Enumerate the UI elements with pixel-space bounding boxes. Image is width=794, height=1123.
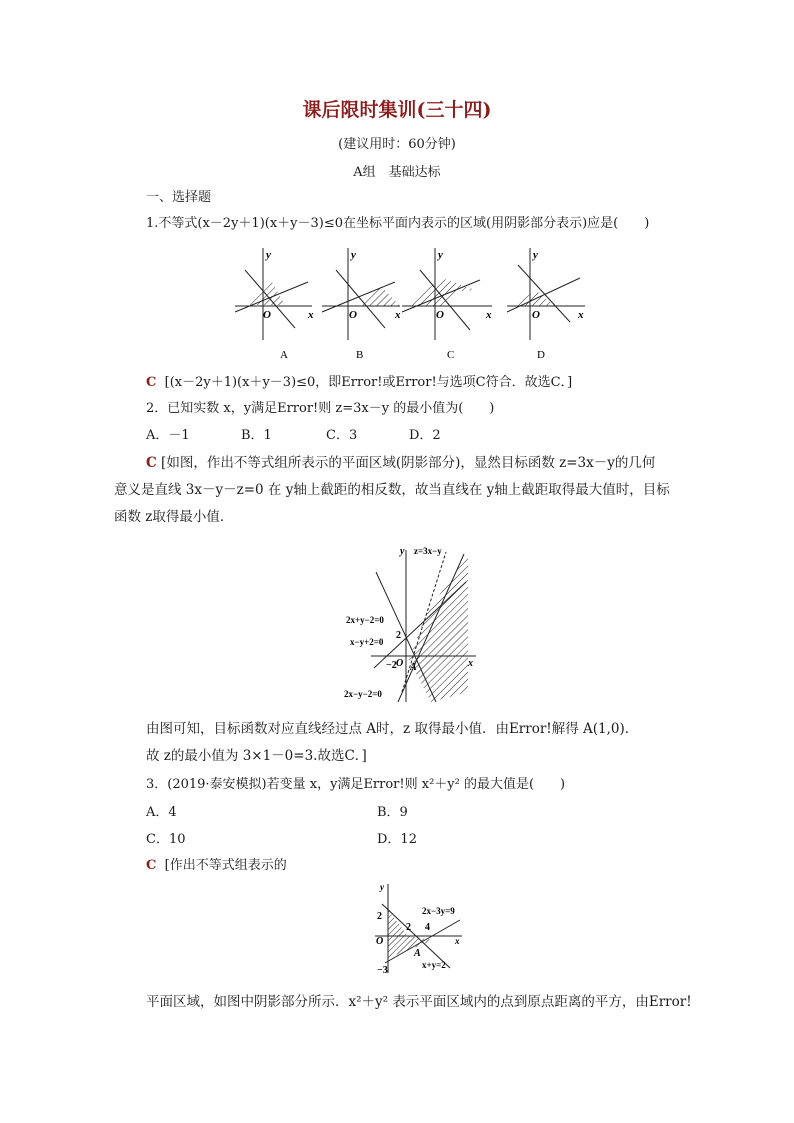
q2-objective-label: z=3x−y	[414, 546, 442, 556]
q2-x-label: x	[468, 658, 473, 669]
q3-answer-line-1: [作出不等式组表示的	[164, 858, 287, 873]
q3-tick-2y: 2	[377, 911, 382, 922]
q2-label-x-y+2: x−y+2=0	[350, 637, 384, 647]
q3-origin: O	[376, 936, 384, 947]
q2-answer-letter: C	[146, 455, 157, 471]
q3-label-x+y-2: x+y=2	[422, 960, 446, 970]
q3-tick-4: 4	[425, 922, 430, 933]
option-b-y-label: y	[351, 249, 356, 261]
option-d-graph	[507, 248, 585, 340]
q3-label-2x-3y-9: 2x−3y=9	[422, 906, 455, 916]
q2-y-label: y	[400, 546, 405, 557]
q1-options-figure	[230, 240, 600, 370]
option-a-label: A	[280, 349, 288, 361]
q2-figure	[336, 542, 486, 704]
time-hint: (建议用时：60分钟)	[338, 137, 456, 152]
q1-answer	[146, 373, 572, 393]
q2-label-2x-y-2: 2x−y−2=0	[344, 689, 382, 699]
q1-answer-letter: C	[146, 375, 157, 390]
q3-option-a: A．4	[146, 805, 177, 820]
q2-after-line-1: 由图可知，目标函数对应直线经过点 A时，z 取得最小值．由Error!解得 A(1,0)．	[146, 721, 639, 737]
option-c-origin: O	[436, 309, 444, 321]
q2-point-a: A	[410, 662, 417, 673]
option-c-graph	[402, 248, 492, 340]
q2-option-d: D．2	[409, 428, 441, 443]
option-d-label: D	[537, 349, 545, 361]
q2-answer-line-2: 意义是直线 3x－y－z=0 在 y轴上截距的相反数，故当直线在 y轴上截距取得最大值时，目标	[114, 482, 670, 498]
option-d-line-2	[518, 265, 570, 322]
page-title: 课后限时集训(三十四)	[302, 99, 492, 121]
q3-after-line-1: 平面区域，如图中阴影部分所示．x²＋y² 表示平面区域内的点到原点距离的平方，由Error!	[146, 994, 692, 1010]
q2-text: 2．已知实数 x，y满足Error!则 z=3x－y 的最小值为( )	[146, 401, 495, 416]
q2-option-c: C．3	[326, 428, 358, 443]
q1-answer-text: [(x－2y＋1)(x＋y－3)≤0，即Error!或Error!与选项C符合．故选C．]	[164, 375, 573, 390]
option-c-label: C	[447, 349, 455, 361]
q2-answer-line-3: 函数 z取得最小值．	[114, 509, 234, 525]
option-a-graph	[235, 248, 314, 340]
option-b-label: B	[356, 349, 364, 361]
q3-tick-neg3: −3	[377, 965, 388, 976]
q3-answer-letter: C	[146, 858, 157, 873]
q3-point-a: A	[414, 948, 421, 959]
option-d-y-label: y	[533, 249, 538, 261]
q2-option-a: A．－1	[146, 428, 190, 443]
option-a-origin: O	[263, 309, 271, 321]
option-b-x-label: x	[395, 309, 401, 321]
q2-label-2x+y-2: 2x+y−2=0	[346, 615, 384, 625]
option-c-x-label: x	[486, 309, 492, 321]
q3-answer	[146, 856, 287, 876]
q2-answer-line-1	[146, 450, 655, 477]
q2-option-b: B．1	[241, 428, 272, 443]
q2-origin: O	[396, 658, 404, 669]
section-heading: 一、选择题	[146, 190, 212, 205]
option-a-y-label: y	[266, 249, 271, 261]
q3-option-b: B．9	[377, 805, 408, 820]
q3-x-label: x	[455, 936, 460, 946]
option-c-y-label: y	[438, 249, 443, 261]
q2-after-line-2: 故 z的最小值为 3×1－0=3.故选C．]	[146, 748, 367, 764]
q3-option-d: D．12	[377, 832, 417, 847]
group-heading: A组 基础达标	[353, 165, 441, 180]
q3-option-c: C．10	[146, 832, 186, 847]
option-c-shade	[405, 278, 475, 306]
q1-text: 1.不等式(x－2y＋1)(x＋y－3)≤0在坐标平面内表示的区域(用阴影部分表示)应是( )	[146, 216, 650, 231]
q2-answer-line-1-text: [如图，作出不等式组所表示的平面区域(阴影部分)，显然目标函数 z=3x－y的几何	[161, 455, 656, 471]
q3-y-label: y	[380, 882, 384, 892]
option-b-origin: O	[349, 309, 357, 321]
q3-feasible-region	[388, 910, 434, 958]
option-d-x-label: x	[578, 309, 584, 321]
option-b-graph	[322, 248, 401, 340]
q3-tick-2x: 2	[406, 922, 411, 933]
q3-figure	[360, 878, 470, 978]
option-d-origin: O	[532, 309, 540, 321]
q2-tick-neg2: −2	[386, 660, 397, 671]
option-d-line-1	[507, 278, 580, 312]
option-a-x-label: x	[308, 309, 314, 321]
q2-tick-2: 2	[396, 630, 401, 641]
q3-text: 3．(2019·泰安模拟)若变量 x，y满足Error!则 x²＋y² 的最大值是( )	[146, 777, 566, 792]
